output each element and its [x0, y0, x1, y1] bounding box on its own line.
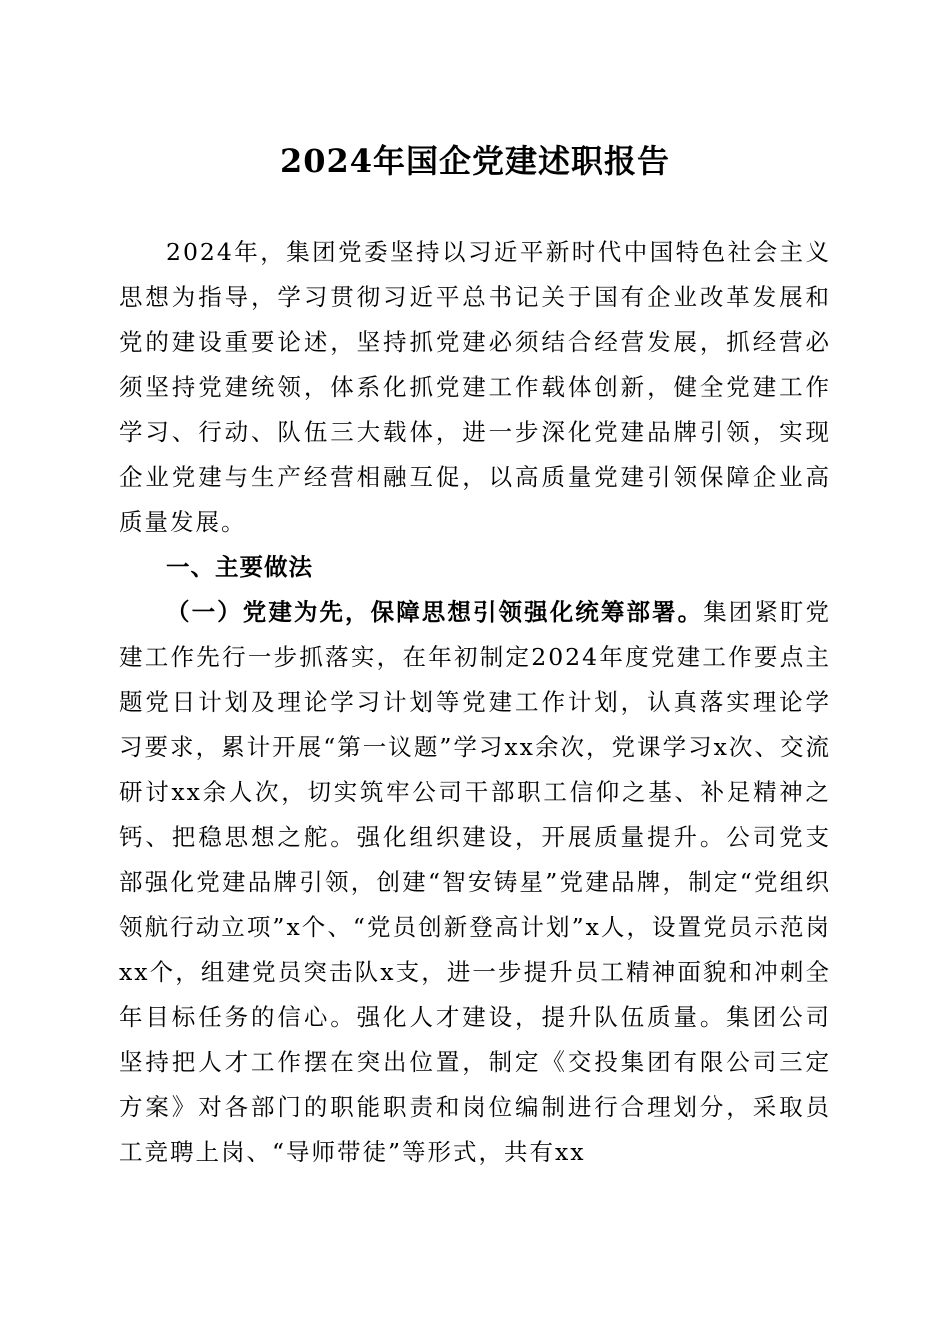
section-heading-main-practices: 一、主要做法 [166, 553, 313, 581]
subsection-body: 集团紧盯党建工作先行一步抓落实，在年初制定2024年度党建工作要点主题党日计划及理论学习计划等党建工作计划，认真落实理论学习要求，累计开展“第一议题”学习xx余次，党课学习x次、交流研讨xx余人次，切实筑牢公司干部职工信仰之基、补足精神之钙、把稳思想之舵。强化组织建设，开展质量提升。公司党支部强化党建品牌引领，创建“智安铸星”党建品牌，制定“党组织领航行动立项”x个、“党员创新登高计划”x人，设置党员示范岗xx个，组建党员突击队x支，进一步提升员工精神面貌和冲刺全年目标任务的信心。强化人才建设，提升队伍质量。集团公司坚持把人才工作摆在突出位置，制定《交投集团有限公司三定方案》对各部门的职能职责和岗位编制进行合理划分，采取员工竞聘上岗、“导师带徒”等形式，共有xx [119, 598, 832, 1166]
subsection-lead: （一）党建为先，保障思想引领强化统筹部署。 [166, 598, 704, 626]
document-title: 2024年国企党建述职报告 [279, 142, 671, 180]
document-body [119, 230, 831, 1175]
subsection-paragraph-1 [119, 590, 831, 1175]
intro-paragraph: 2024年，集团党委坚持以习近平新时代中国特色社会主义思想为指导，学习贯彻习近平总书记关于国有企业改革发展和党的建设重要论述，坚持抓党建必须结合经营发展，抓经营必须坚持党建统领，体系化抓党建工作载体创新，健全党建工作学习、行动、队伍三大载体，进一步深化党建品牌引领，实现企业党建与生产经营相融互促，以高质量党建引领保障企业高质量发展。 [119, 238, 831, 536]
